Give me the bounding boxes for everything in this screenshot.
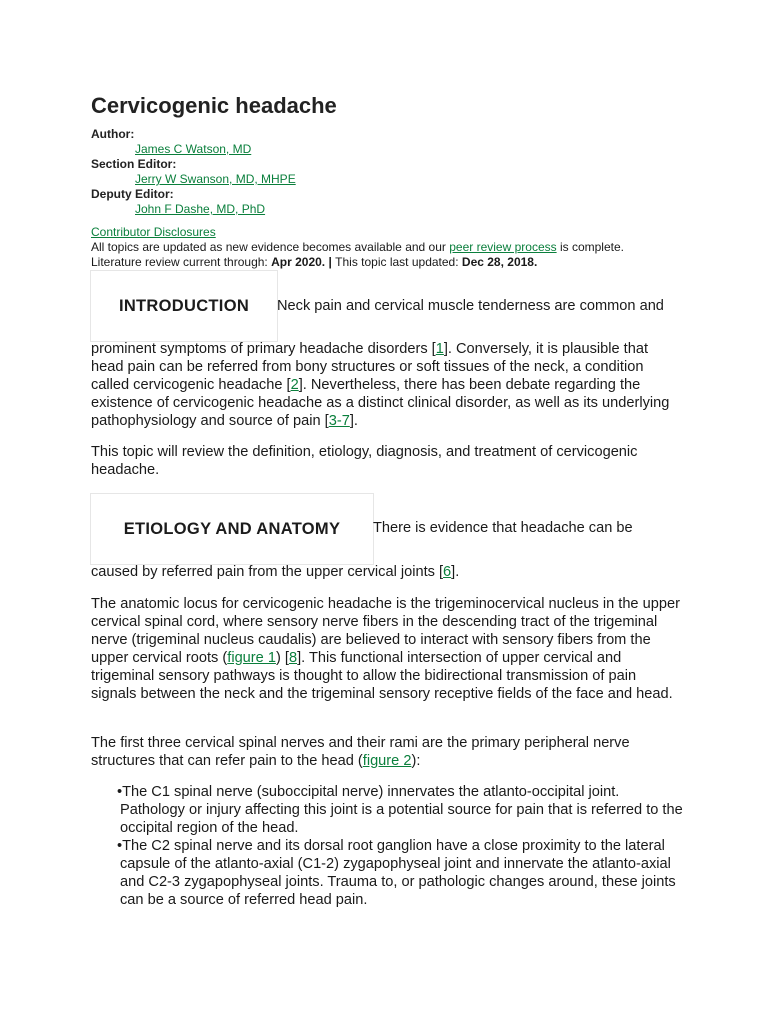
update-note: [91, 240, 711, 255]
introduction-heading: INTRODUCTION: [118, 296, 250, 315]
text-run: prominent symptoms of primary headache disorders [: [91, 341, 436, 357]
reference-link[interactable]: 3-7: [328, 413, 350, 429]
updated-label: This topic last updated:: [335, 255, 462, 269]
text-run: ]. This functional intersection of upper cervical and trigeminal sensory pathways is thought to allow the bidirectional transmission of pain signals between the neck and the trigeminal sensory receptive fields of the face and head.: [91, 650, 673, 702]
etiology-paragraph-2: [91, 595, 681, 703]
etiology-heading: ETIOLOGY AND ANATOMY: [123, 519, 341, 538]
list-item: [108, 837, 684, 909]
text-run: ].: [451, 564, 460, 580]
bullet-icon: •: [117, 784, 123, 800]
review-note: [91, 255, 711, 270]
byline: [91, 127, 296, 217]
update-note-text: All topics are updated as new evidence becomes available and our: [91, 240, 450, 254]
section-editor-label: Section Editor:: [91, 157, 177, 171]
etiology-paragraph-3: [91, 734, 681, 770]
author-link[interactable]: James C Watson, MD: [135, 142, 252, 156]
text-run: ]. Nevertheless, there has been debate regarding the existence of cervicogenic headache as a distinct clinical disorder, as well as its underlying pathophysiology and source of pain [: [91, 377, 670, 429]
text-run: The first three cervical spinal nerves and their rami are the primary peripheral nerve structures that can refer pain to the head (: [91, 735, 630, 769]
text-run: ) [: [275, 650, 289, 666]
etiology-heading-box: [90, 493, 374, 565]
introduction-heading-box: [90, 270, 278, 342]
reference-link[interactable]: 2: [290, 377, 299, 393]
etiology-lead: There is evidence that headache can be: [373, 520, 633, 536]
introduction-paragraph-2: This topic will review the definition, etiology, diagnosis, and treatment of cervicogenic headache.: [91, 444, 638, 478]
reference-link[interactable]: 1: [435, 341, 444, 357]
list-item-text: The C2 spinal nerve and its dorsal root ganglion have a close proximity to the lateral capsule of the atlanto-axial (C1-2) zygapophyseal joint and innervate the atlanto-axial and C2-3 zygapophyseal joints. Trauma to, or pathologic changes around, these joints can be a source of referred head pain.: [120, 838, 676, 908]
text-run: The anatomic locus for cervicogenic headache is the trigeminocervical nucleus in the upper cervical spinal cord, where sensory nerve fibers in the descending tract of the trigeminal nerve (trigeminal nucleus caudalis) are believed to interact with sensory fibers from the upper cervical roots (: [91, 596, 680, 666]
update-note-tail: is complete.: [556, 240, 624, 254]
author-label: Author:: [91, 127, 135, 141]
nerve-list: [108, 783, 684, 909]
reference-link[interactable]: 8: [288, 650, 298, 666]
etiology-paragraph-1: [91, 563, 681, 581]
contributor-disclosures-link[interactable]: Contributor Disclosures: [91, 225, 216, 239]
introduction-lead: Neck pain and cervical muscle tenderness are common and: [277, 298, 664, 314]
text-run: ].: [349, 413, 358, 429]
deputy-editor-link[interactable]: John F Dashe, MD, PhD: [135, 202, 266, 216]
text-run: ]. Conversely, it is plausible that head pain can be referred from bony structures or soft tissues of the neck, a condition called cervicogenic headache [: [91, 341, 648, 393]
review-separator: |: [325, 255, 336, 269]
peer-review-link[interactable]: peer review process: [449, 240, 557, 254]
figure-link[interactable]: figure 2: [362, 753, 412, 769]
list-item: [108, 783, 684, 837]
introduction-paragraph-1: [91, 340, 681, 430]
review-label: Literature review current through:: [91, 255, 272, 269]
updated-date: Dec 28, 2018.: [461, 255, 538, 269]
page-title: Cervicogenic headache: [91, 93, 337, 118]
text-run: caused by referred pain from the upper cervical joints [: [91, 564, 444, 580]
bullet-icon: •: [117, 838, 123, 854]
reference-link[interactable]: 6: [443, 564, 452, 580]
disclosure-block: [91, 225, 711, 270]
figure-link[interactable]: figure 1: [227, 650, 276, 666]
review-date: Apr 2020.: [271, 255, 326, 269]
text-run: ):: [411, 753, 421, 769]
deputy-editor-label: Deputy Editor:: [91, 187, 174, 201]
list-item-text: The C1 spinal nerve (suboccipital nerve) innervates the atlanto-occipital joint. Pathology or injury affecting this joint is a potential source for pain that is referred to the occipital region of the head.: [120, 784, 683, 836]
section-editor-link[interactable]: Jerry W Swanson, MD, MHPE: [135, 172, 296, 186]
